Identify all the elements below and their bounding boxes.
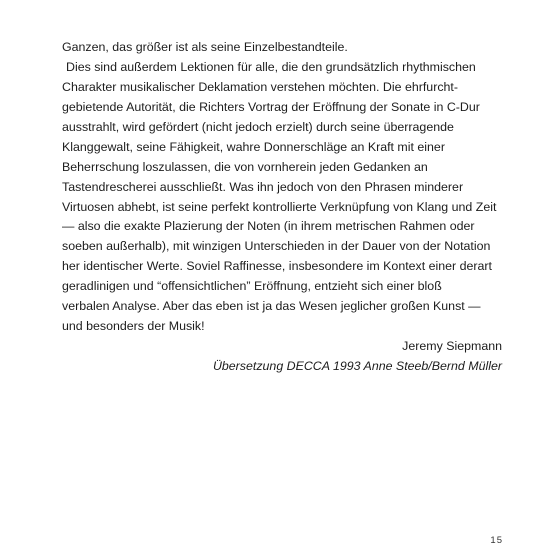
page-number: 15	[490, 535, 503, 546]
text-line: ausstrahlt, wird gefördert (nicht jedoch erzielt) durch seine überragende	[62, 119, 454, 134]
text-line: her identischer Werte. Soviel Raffinesse, insbesondere im Kontext einer derart	[62, 259, 492, 274]
text-line: — also die exakte Plazierung der Noten (in ihrem metrischen Rahmen oder	[62, 219, 475, 234]
text-line: Beherrschung loszulassen, die von vornherein jeden Gedanken an	[62, 159, 428, 174]
author-signature: Jeremy Siepmann	[402, 339, 502, 354]
text-line: Ganzen, das größer ist als seine Einzelbestandteile.	[62, 40, 348, 54]
text-line: Klanggewalt, seine Fähigkeit, wahre Donnerschläge an Kraft mit einer	[62, 139, 445, 154]
text-line: Tastendrescherei ausschließt. Was ihn jedoch von den Phrasen minderer	[62, 179, 464, 194]
body-text	[62, 38, 507, 377]
text-line: Virtuosen abhebt, ist seine perfekt kontrollierte Verknüpfung von Klang und Zeit	[62, 199, 497, 214]
text-line: und besonders der Musik!	[62, 319, 205, 334]
text-line: Charakter musikalischer Deklamation verstehen möchten. Die ehrfurcht-	[62, 79, 458, 94]
text-line: geradlinigen und “offensichtlichen” Eröffnung, entzieht sich einer bloß	[62, 279, 442, 294]
text-line: gebietende Autorität, die Richters Vortrag der Eröffnung der Sonate in C-Dur	[62, 99, 480, 114]
text-line: Dies sind außerdem Lektionen für alle, die den grundsätzlich rhythmischen	[66, 59, 476, 74]
text-line: soeben außerhalb), mit winzigen Unterschieden in der Dauer von der Notation	[62, 239, 491, 254]
text-line: verbalen Analyse. Aber das eben ist ja das Wesen jeglicher großen Kunst —	[62, 299, 481, 314]
translation-credit: Übersetzung DECCA 1993 Anne Steeb/Bernd Müller	[212, 359, 502, 373]
